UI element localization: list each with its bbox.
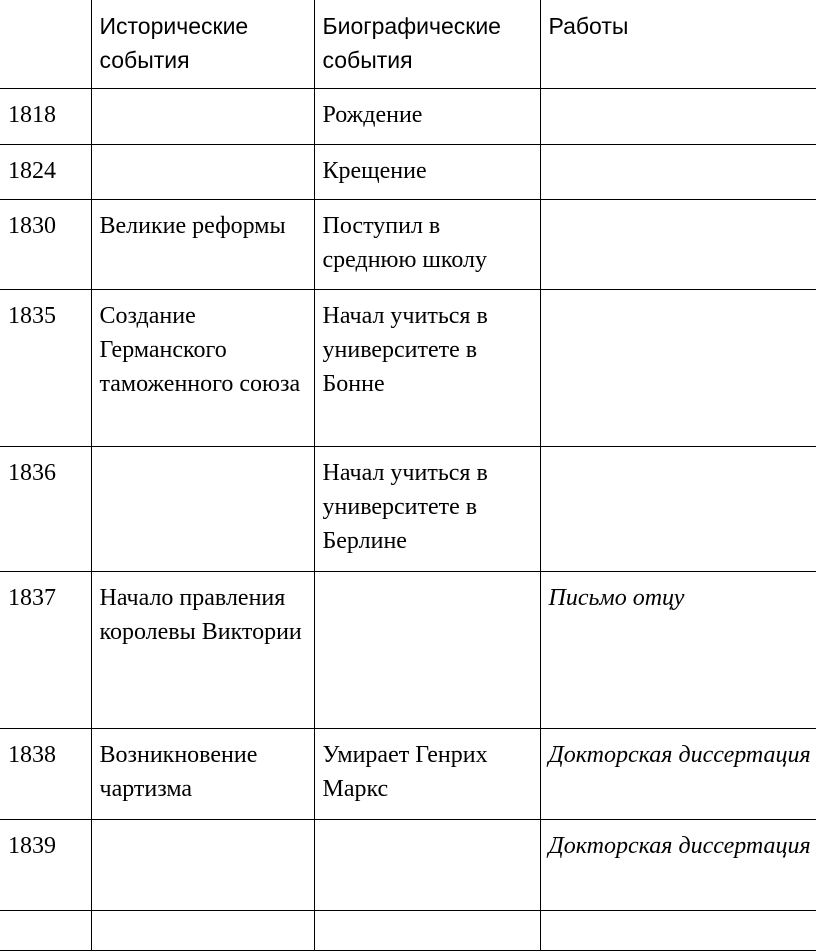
works-cell: Докторская диссертация — [540, 819, 816, 910]
header-year — [0, 0, 91, 88]
biographical-cell: Рождение — [314, 88, 540, 144]
table-row — [0, 910, 816, 950]
works-cell: Докторская диссертация — [540, 728, 816, 819]
table-row — [0, 199, 816, 289]
historical-cell — [91, 446, 314, 571]
year-cell: 1824 — [0, 144, 91, 199]
works-cell — [540, 199, 816, 289]
table-row — [0, 446, 816, 571]
table-row — [0, 144, 816, 199]
year-cell — [0, 910, 91, 950]
historical-cell: Начало правления королевы Виктории — [91, 571, 314, 728]
table-row — [0, 88, 816, 144]
table-row — [0, 571, 816, 728]
works-cell — [540, 88, 816, 144]
biographical-cell — [314, 571, 540, 728]
table-row — [0, 289, 816, 446]
works-cell — [540, 446, 816, 571]
year-cell: 1837 — [0, 571, 91, 728]
biographical-cell: Начал учиться в университете в Берлине — [314, 446, 540, 571]
table-row — [0, 819, 816, 910]
historical-cell: Великие реформы — [91, 199, 314, 289]
works-cell — [540, 289, 816, 446]
year-cell: 1835 — [0, 289, 91, 446]
year-cell: 1830 — [0, 199, 91, 289]
biographical-cell — [314, 910, 540, 950]
header-row — [0, 0, 816, 88]
biographical-cell: Крещение — [314, 144, 540, 199]
biographical-cell: Поступил в среднюю школу — [314, 199, 540, 289]
header-works: Работы — [540, 0, 816, 88]
historical-cell — [91, 88, 314, 144]
historical-cell: Возникновение чартизма — [91, 728, 314, 819]
biographical-cell: Умирает Генрих Маркс — [314, 728, 540, 819]
biographical-cell: Начал учиться в университете в Бонне — [314, 289, 540, 446]
historical-cell: Создание Германского таможенного союза — [91, 289, 314, 446]
header-historical-events: Исторические события — [91, 0, 314, 88]
table-row — [0, 728, 816, 819]
header-biographical-events: Биографические события — [314, 0, 540, 88]
historical-cell — [91, 910, 314, 950]
year-cell: 1836 — [0, 446, 91, 571]
biographical-cell — [314, 819, 540, 910]
works-cell — [540, 144, 816, 199]
historical-cell — [91, 819, 314, 910]
year-cell: 1838 — [0, 728, 91, 819]
historical-cell — [91, 144, 314, 199]
year-cell: 1839 — [0, 819, 91, 910]
year-cell: 1818 — [0, 88, 91, 144]
works-cell: Письмо отцу — [540, 571, 816, 728]
works-cell — [540, 910, 816, 950]
